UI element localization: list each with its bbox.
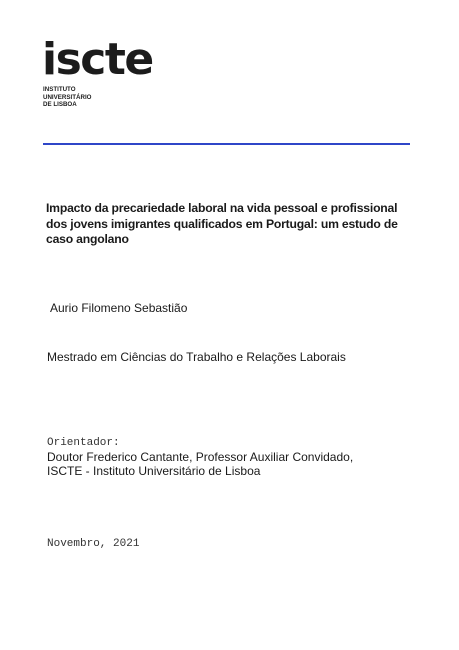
author-name: Aurio Filomeno Sebastião [50,301,188,315]
header-divider [43,143,410,145]
logo-wordmark: iscte [42,34,153,85]
logo-subtitle-line-3: DE LISBOA [43,101,77,108]
logo-subtitle-line-2: UNIVERSITÁRIO [43,93,92,101]
advisor-institution: ISCTE - Instituto Universitário de Lisboa [47,464,261,478]
logo-subtitle-line-1: INSTITUTO [43,86,76,93]
logo-subtitle [43,86,91,109]
advisor-name: Doutor Frederico Cantante, Professor Auxiliar Convidado, [47,450,354,464]
thesis-title: Impacto da precariedade laboral na vida pessoal e profissional dos jovens imigrantes qualificados em Portugal: um estudo de caso angolano [46,201,398,246]
iscte-logo [42,34,153,108]
advisor-label: Orientador: [47,437,120,449]
submission-date: Novembro, 2021 [47,538,140,550]
degree-name: Mestrado em Ciências do Trabalho e Relações Laborais [47,350,346,364]
